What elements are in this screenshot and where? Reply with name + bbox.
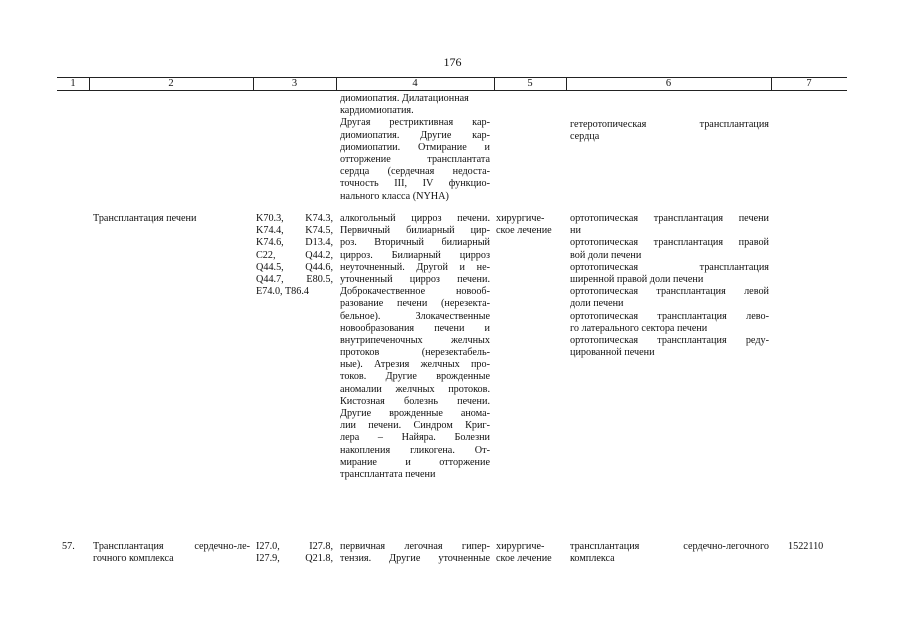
text-line: комплекса: [570, 553, 615, 565]
page-number: 176: [443, 55, 462, 69]
column-header-3: 3: [291, 78, 298, 89]
text-line: токов. Другие врожденные: [340, 371, 490, 383]
text-line: трансплантата печени: [340, 468, 436, 480]
text-line: ортотопическая трансплантация левой: [570, 286, 769, 298]
code-part: Q44.6,: [305, 261, 333, 273]
code-part: E80.5,: [306, 273, 333, 285]
column-header-5: 5: [527, 78, 533, 89]
code-line: [256, 213, 333, 225]
text-line: Доброкачественное новооб-: [340, 286, 490, 298]
text-line: доли печени: [570, 298, 624, 310]
text-line: аномалии желчных протоков.: [340, 383, 490, 395]
continuation-diagnosis: [340, 93, 490, 203]
text-line: цированной печени: [570, 347, 655, 359]
code-part: I27.9,: [256, 553, 280, 565]
text-line: Первичный билиарный цир-: [340, 225, 490, 237]
text-line: Трансплантация сердечно-ле-: [93, 541, 250, 552]
text-line: ортотопическая трансплантация правой: [570, 237, 769, 249]
text-line: нального класса (NYHA): [340, 190, 449, 202]
code-part: I27.0,: [256, 541, 280, 552]
text-line: внутрипеченочных желчных: [340, 334, 490, 346]
text-line: сердца (сердечная недоста-: [340, 166, 490, 178]
row-57-codes: [256, 541, 333, 565]
text-line: разование печени (нерезекта-: [340, 298, 490, 310]
treatment-line: хирургиче-: [496, 213, 545, 224]
text-line: неуточненный. Другой и не-: [340, 261, 490, 273]
text-line: гетеротопическая трансплантация: [570, 119, 769, 130]
text-line: роз. Вторичный билиарный: [340, 237, 490, 249]
treatment-line: хирургиче-: [496, 541, 545, 552]
text-line: гочного комплекса: [93, 553, 174, 565]
text-line: отторжение трансплантата: [340, 153, 490, 165]
text-line: лера – Найяра. Болезни: [340, 432, 490, 444]
text-line: ортотопическая трансплантация печени: [570, 213, 769, 224]
text-line: алкогольный цирроз печени.: [340, 213, 490, 224]
code-line: [256, 541, 333, 553]
code-line: [256, 225, 333, 237]
text-line: ни: [570, 225, 581, 237]
row-57-diagnosis: [340, 541, 490, 565]
code-line: [256, 237, 333, 249]
text-line: лии печени. Синдром Криг-: [340, 420, 490, 432]
treatment-line: ское лечение: [496, 225, 552, 237]
liver-row-treatment: [496, 213, 564, 237]
code-part: D13.4,: [305, 237, 333, 249]
code-line: [256, 250, 333, 262]
code-part: E74.0, T86.4: [256, 286, 310, 298]
code-line: [256, 262, 333, 274]
table-header-bottom-rule: [57, 90, 847, 91]
code-line: [256, 274, 333, 286]
liver-row-name: Трансплантация печени: [93, 213, 197, 224]
text-line: точность III, IV функцио-: [340, 178, 490, 190]
text-line: кардиомиопатия.: [340, 105, 414, 117]
text-line: вой доли печени: [570, 249, 642, 261]
text-line: первичная легочная гипер-: [340, 541, 490, 552]
code-part: K74.3,: [305, 213, 333, 224]
row-57-number: 57.: [62, 541, 75, 552]
code-part: Q44.7,: [256, 273, 284, 285]
text-line: ортотопическая трансплантация реду-: [570, 334, 769, 346]
code-line: [256, 286, 333, 298]
text-line: Другие врожденные анома-: [340, 408, 490, 419]
text-line: ортотопическая трансплантация лево-: [570, 310, 769, 322]
text-line: диомиопатия. Дилатационная: [340, 93, 469, 104]
code-part: K74.4,: [256, 225, 284, 237]
code-part: K70.3,: [256, 213, 284, 224]
code-part: K74.6,: [256, 237, 284, 249]
code-part: Q44.2,: [305, 249, 333, 261]
text-line: ные). Атрезия желчных про-: [340, 359, 490, 371]
text-line: накопления гликогена. От-: [340, 444, 490, 456]
column-header-2: 2: [168, 78, 174, 89]
text-line: диомиопатии. Отмирание и: [340, 141, 490, 153]
text-line: уточненный цирроз печени.: [340, 273, 490, 285]
row-57-method: [570, 541, 769, 565]
code-part: Q21.8,: [305, 553, 333, 565]
text-line: цирроз. Билиарный цирроз: [340, 249, 490, 261]
row-57-treatment: [496, 541, 564, 565]
column-header-7: 7: [806, 78, 812, 89]
code-part: I27.8,: [309, 541, 333, 552]
liver-row-diagnosis: [340, 213, 490, 481]
continuation-method: [570, 119, 769, 143]
text-line: тензия. Другие уточненные: [340, 553, 490, 565]
text-line: мирание и отторжение: [340, 456, 490, 468]
column-header-4: 4: [412, 78, 418, 89]
treatment-line: ское лечение: [496, 553, 552, 565]
row-57-amount: 1522110: [788, 541, 824, 552]
text-line: бельное). Злокачественные: [340, 310, 490, 322]
text-line: диомиопатия. Другие кар-: [340, 129, 490, 141]
column-header-6: 6: [665, 78, 672, 89]
code-part: Q44.5,: [256, 261, 284, 273]
text-line: трансплантация сердечно-легочного: [570, 541, 769, 552]
text-line: Кистозная болезнь печени.: [340, 395, 490, 407]
liver-row-methods: [570, 213, 769, 359]
text-line: новообразования печени и: [340, 322, 490, 334]
column-header-1: 1: [70, 78, 76, 89]
text-line: ширенной правой доли печени: [570, 273, 704, 285]
text-line: Другая рестриктивная кар-: [340, 117, 490, 129]
text-line: сердца: [570, 131, 600, 143]
text-line: го латерального сектора печени: [570, 322, 708, 334]
text-line: протоков (нерезектабель-: [340, 347, 490, 359]
code-line: [256, 553, 333, 565]
row-57-name: [93, 541, 250, 565]
liver-row-codes: [256, 213, 333, 298]
code-part: C22,: [256, 249, 276, 261]
code-part: K74.5,: [305, 225, 333, 237]
text-line: ортотопическая трансплантация: [570, 261, 769, 273]
